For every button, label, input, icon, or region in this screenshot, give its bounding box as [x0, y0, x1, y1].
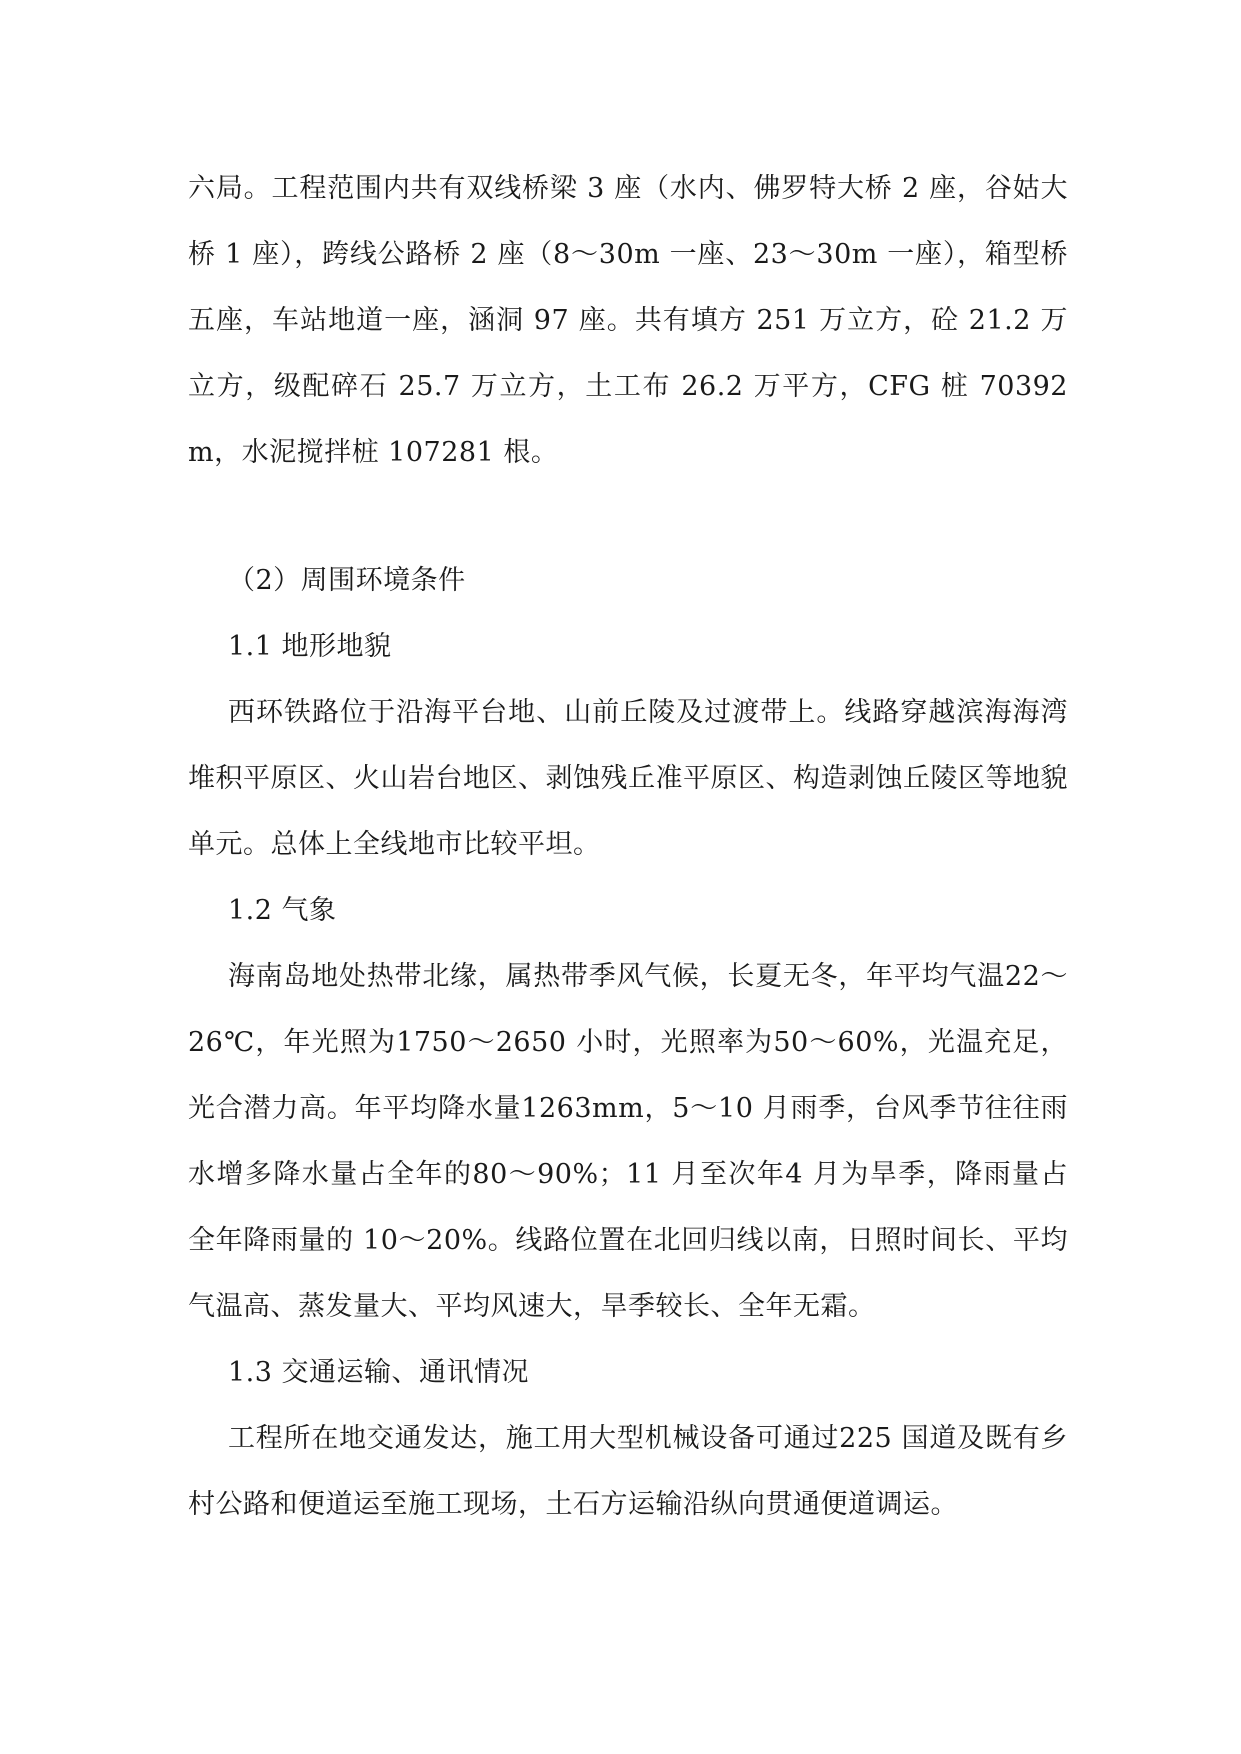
- section-gap: [188, 486, 1068, 548]
- transport-paragraph: 工程所在地交通发达，施工用大型机械设备可通过225 国道及既有乡村公路和便道运至施工现场，土石方运输沿纵向贯通便道调运。: [188, 1423, 1068, 1520]
- subsection-title-terrain: 1.1 地形地貌: [228, 631, 392, 662]
- terrain-paragraph: 西环铁路位于沿海平台地、山前丘陵及过渡带上。线路穿越滨海海湾堆积平原区、火山岩台地区、剥蚀残丘准平原区、构造剥蚀丘陵区等地貌单元。总体上全线地市比较平坦。: [188, 697, 1068, 860]
- document-body: [188, 156, 1068, 1538]
- climate-paragraph: 海南岛地处热带北缘，属热带季风气候，长夏无冬，年平均气温22～26℃，年光照为1750～2650 小时，光照率为50～60%，光温充足，光合潜力高。年平均降水量1263mm，5～10 月雨季，台风季节往往雨水增多降水量占全年的80～90%；11 月至次年4 月为旱季，降雨量占全年降雨量的 10～20%。线路位置在北回归线以南，日照时间长、平均气温高、蒸发量大、平均风速大，旱季较长、全年无霜。: [188, 961, 1068, 1322]
- subsection-title-climate: 1.2 气象: [228, 895, 337, 926]
- section-title: （2）周围环境条件: [228, 565, 466, 596]
- intro-paragraph: 六局。工程范围内共有双线桥梁 3 座（水内、佛罗特大桥 2 座，谷姑大桥 1 座），跨线公路桥 2 座（8～30m 一座、23～30m 一座），箱型桥五座，车站地道一座，涵洞 97 座。共有填方 251 万立方，砼 21.2 万立方，级配碎石 25.7 万立方，土工布 26.2 万平方，CFG 桩 70392m，水泥搅拌桩 107281 根。: [188, 173, 1068, 468]
- subsection-title-transport: 1.3 交通运输、通讯情况: [228, 1357, 530, 1388]
